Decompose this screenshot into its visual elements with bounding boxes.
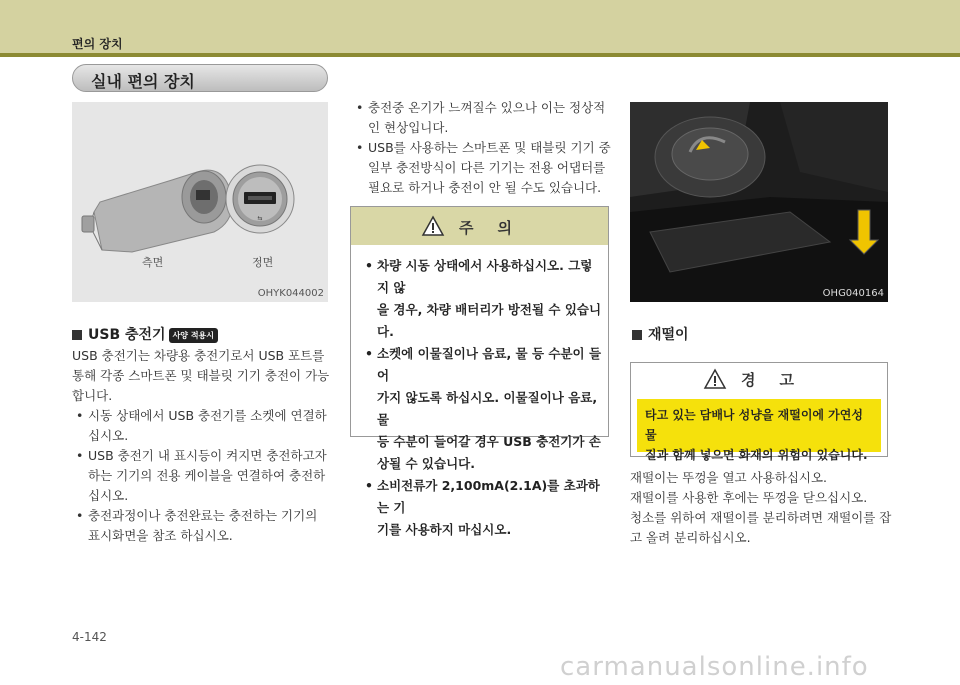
header-divider [0,53,960,57]
page-header [0,0,960,53]
list-item: • 차량 시동 상태에서 사용하십시오. 그렇지 않 을 경우, 차량 배터리가 방전될 수 있습니다. [361,255,603,343]
section-title-pill [72,64,328,92]
usb-charger-illustration [72,102,328,302]
usb-bullets [72,406,334,546]
caution-bullets [361,255,603,541]
middle-bullets [352,98,614,198]
list-item: • USB를 사용하는 스마트폰 및 태블릿 기기 중 일부 충전방식이 다른 기기는 전용 어댑터를 필요로 하거나 충전이 안 될 수도 있습니다. [352,138,614,198]
caution-header [351,207,608,245]
list-item: • 소켓에 이물질이나 음료, 물 등 수분이 들어 가지 않도록 하십시오. 이물질이나 음료, 물 등 수분이 들어갈 경우 USB 충전기가 손 상될 수 있습니다. [361,343,603,475]
figure-label-front: 정면 [252,256,274,269]
usb-heading [72,324,218,344]
usb-intro: USB 충전기는 차량용 충전기로서 USB 포트를 통해 각종 스마트폰 및 태블릿 기기 충전이 가능 합니다. [72,348,330,403]
page-number: 4-142 [72,630,107,644]
warning-triangle-icon [703,368,727,390]
usb-charger-figure [72,102,328,302]
figure-code: OHG040164 [822,288,884,299]
section-title: 실내 편의 장치 [91,72,195,91]
ashtray-figure [630,102,888,302]
warning-box [630,362,888,462]
ashtray-heading [632,324,689,344]
header-title: 편의 장치 [72,37,123,51]
list-item: • 충전과정이나 충전완료는 충전하는 기기의 표시화면을 참조 하십시오. [72,506,334,546]
watermark: carmanualsonline.info [560,652,869,682]
warning-triangle-icon [421,215,445,237]
svg-text:⇆: ⇆ [257,215,263,222]
option-badge: 사양 적용시 [169,328,218,343]
ashtray-body: 재떨이는 뚜껑을 열고 사용하십시오. 재떨이를 사용한 후에는 뚜껑을 닫으십시오. 청소를 위하여 재떨이를 분리하려면 재떨이를 잡 고 올려 분리하십시오. [630,470,892,545]
figure-code: OHYK044002 [257,288,324,299]
list-item: • 충전중 온기가 느껴질수 있으나 이는 정상적 인 현상입니다. [352,98,614,138]
heading-square-icon [72,330,82,340]
warning-header [631,363,887,395]
usb-heading-text: USB 충전기 [88,327,166,343]
list-item: • USB 충전기 내 표시등이 켜지면 충전하고자 하는 기기의 전용 케이블을 연결하여 충전하 십시오. [72,446,334,506]
caution-box [350,206,609,537]
charger-front-view [226,165,294,233]
ashtray-heading-text: 재떨이 [648,327,689,343]
ashtray-illustration [630,102,888,302]
caution-title: 주의 [459,219,536,237]
figure-label-side: 측면 [142,256,164,269]
list-item: • 시동 상태에서 USB 충전기를 소켓에 연결하 십시오. [72,406,334,446]
warning-message: 타고 있는 담배나 성냥을 재떨이에 가연성 물 질과 함께 넣으면 화재의 위험이 있습니다. [637,399,881,452]
heading-square-icon [632,330,642,340]
list-item: • 소비전류가 2,100mA(2.1A)를 초과하는 기 기를 사용하지 마십시오. [361,475,603,541]
warning-title: 경고 [741,371,818,389]
charger-side-view [82,170,232,252]
